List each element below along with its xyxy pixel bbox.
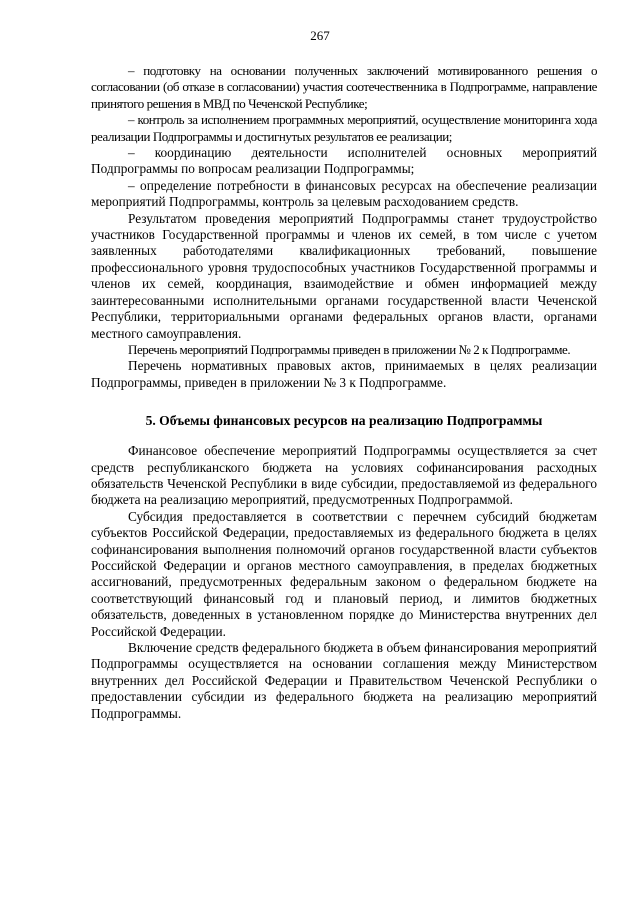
paragraph-activities-list: Перечень мероприятий Подпрограммы приведен в приложении № 2 к Подпрограмме. — [128, 341, 571, 357]
paragraph-subsidy: Субсидия предоставляется в соответствии с перечнем субсидий бюджетам субъектов Российской Федерации, предоставляемых из федерального бюджета в целях софинансирования выполнения полномочий органов государственной власти субъектов Российской Федерации и органов местного самоуправления, в пределах бюджетных ассигнований, предусмотренных федеральным законом о федеральном бюджете на соответствующий финансовый год и плановый период, и лимитов бюджетных обязательств, доведенных в установленном порядке до Министерства внутренних дел Российской Федерации. — [91, 508, 597, 639]
paragraph-monitoring: – контроль за исполнением программных мероприятий, осуществление мониторинга хода реализации Подпрограммы и достигнутых результатов ее реализации; — [91, 112, 597, 144]
section-heading: 5. Объемы финансовых ресурсов на реализацию Подпрограммы — [145, 413, 543, 429]
paragraph-coordination: – координацию деятельности исполнителей основных мероприятий Подпрограммы по вопросам реализации Подпрограммы; — [91, 145, 597, 177]
paragraph-decision-preparation: – подготовку на основании полученных заключений мотивированного решения о согласовании (об отказе в согласовании) участия соотечественника в Подпрограмме, направление принятого решения в МВД по Чеченской Республике; — [91, 63, 597, 111]
page-number: 267 — [310, 28, 330, 43]
paragraph-results: Результатом проведения мероприятий Подпрограммы станет трудоустройство участников Государственной программы и членов их семей, в том числе с учетом заявленных работодателями квалификационных требований, повышение профессионального уровня трудоспособных участников Государственной программы и членов их семей, координация, взаимодействие и обмен информацией между заинтересованными исполнительными органами государственной власти Чеченской Республики, территориальными органами федеральных органов власти, органами местного самоуправления. — [91, 210, 597, 341]
paragraph-inclusion: Включение средств федерального бюджета в объем финансирования мероприятий Подпрограммы осуществляется на основании соглашения между Министерством внутренних дел Российской Федерации и Правительством Чеченской Республики о предоставлении субсидии из федерального бюджета на реализацию мероприятий Подпрограммы. — [91, 640, 597, 721]
paragraph-financial-needs: – определение потребности в финансовых ресурсах на обеспечение реализации мероприятий Подпрограммы, контроль за целевым расходованием средств. — [91, 177, 597, 210]
paragraph-financing: Финансовое обеспечение мероприятий Подпрограммы осуществляется за счет средств республиканского бюджета на условиях софинансирования расходных обязательств Чеченской Республики в виде субсидии, предоставляемой из федерального бюджета на реализацию мероприятий, предусмотренных Подпрограммой. — [91, 443, 597, 508]
document-body — [91, 63, 597, 722]
paragraph-legal-acts: Перечень нормативных правовых актов, принимаемых в целях реализации Подпрограммы, приведен в приложении № 3 к Подпрограмме. — [91, 358, 597, 390]
